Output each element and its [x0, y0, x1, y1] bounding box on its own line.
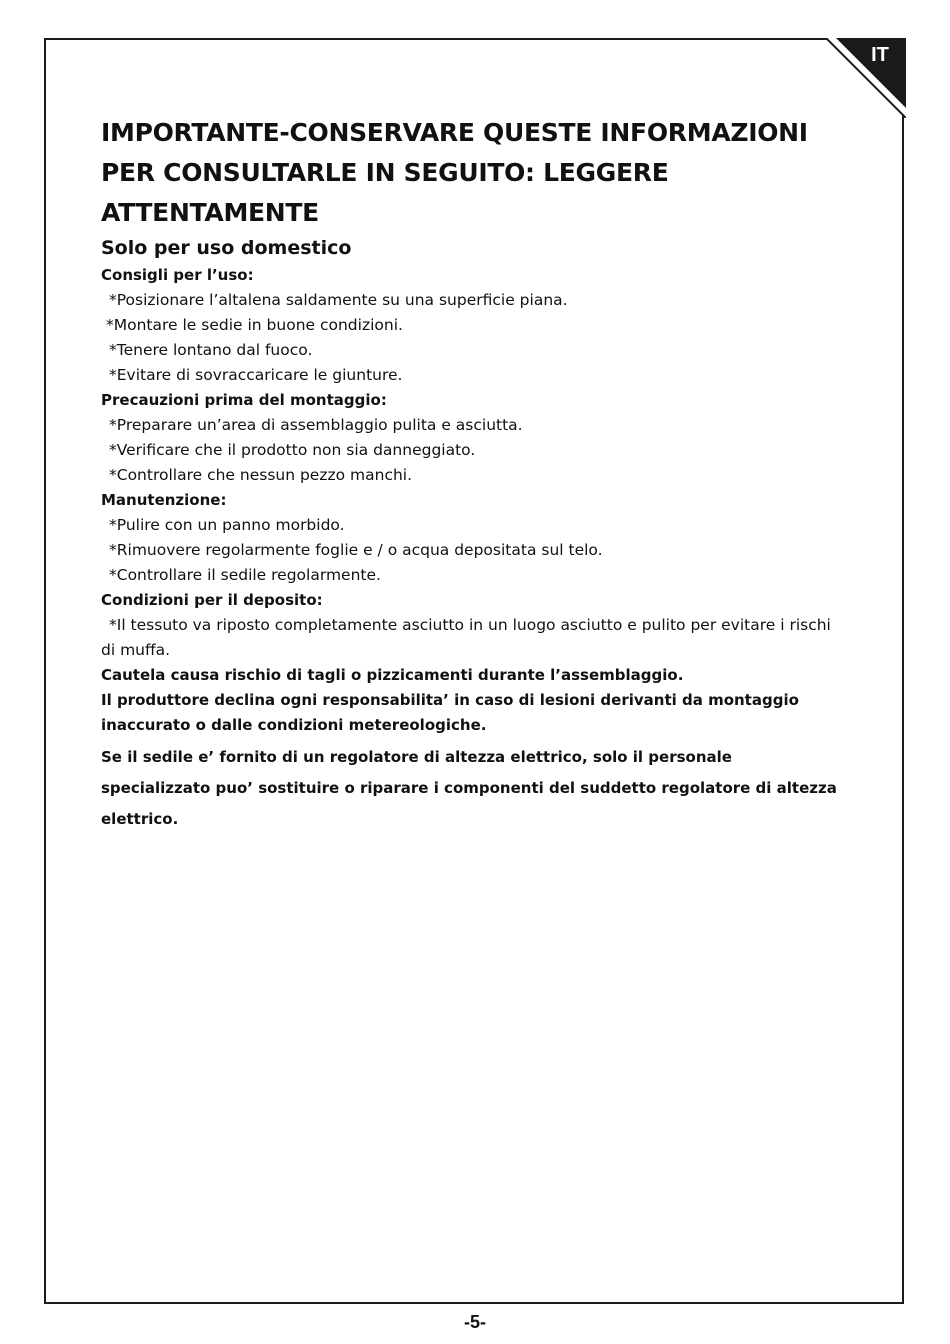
page-number: -5- — [464, 1312, 486, 1332]
list-item: *Controllare che nessun pezzo manchi. — [109, 466, 413, 484]
warning-liability: Il produttore declina ogni responsabilita’ in caso di lesioni derivanti da montaggio inaccurato o dalle condizioni metereologiche. — [101, 691, 799, 734]
document-body — [101, 113, 841, 835]
list-item: *Tenere lontano dal fuoco. — [109, 341, 313, 359]
list-item: *Verificare che il prodotto non sia danneggiato. — [109, 441, 476, 459]
list-item: *Il tessuto va riposto completamente asciutto in un luogo asciutto e pulito per evitare i rischi di muffa. — [101, 616, 831, 659]
list-item: *Controllare il sedile regolarmente. — [109, 566, 381, 584]
document-subtitle: Solo per uso domestico — [101, 237, 352, 259]
list-item: *Posizionare l’altalena saldamente su una superficie piana. — [109, 291, 568, 309]
section-maintenance — [101, 488, 841, 588]
list-item: *Montare le sedie in buone condizioni. — [106, 316, 403, 334]
language-tab-label: IT — [871, 44, 889, 66]
document-title: IMPORTANTE-CONSERVARE QUESTE INFORMAZIONI PER CONSULTARLE IN SEGUITO: LEGGERE ATTENTAMENTE — [101, 118, 808, 227]
list-item: *Pulire con un panno morbido. — [109, 516, 345, 534]
list-item: *Preparare un’area di assemblaggio pulita e asciutta. — [109, 416, 523, 434]
list-item: *Rimuovere regolarmente foglie e / o acqua depositata sul telo. — [109, 541, 603, 559]
warning-cuts: Cautela causa rischio di tagli o pizzicamenti durante l’assemblaggio. — [101, 666, 684, 684]
section-usage-tips — [101, 263, 841, 388]
section-storage — [101, 588, 841, 663]
section-heading: Consigli per l’uso: — [101, 266, 254, 284]
section-assembly-precautions — [101, 388, 841, 488]
section-heading: Precauzioni prima del montaggio: — [101, 391, 387, 409]
section-heading: Condizioni per il deposito: — [101, 591, 323, 609]
list-item: *Evitare di sovraccaricare le giunture. — [109, 366, 403, 384]
section-heading: Manutenzione: — [101, 491, 227, 509]
warning-electric-regulator: Se il sedile e’ fornito di un regolatore di altezza elettrico, solo il personale specializzato puo’ sostituire o riparare i componenti del suddetto regolatore di altezza elettrico. — [101, 748, 837, 828]
